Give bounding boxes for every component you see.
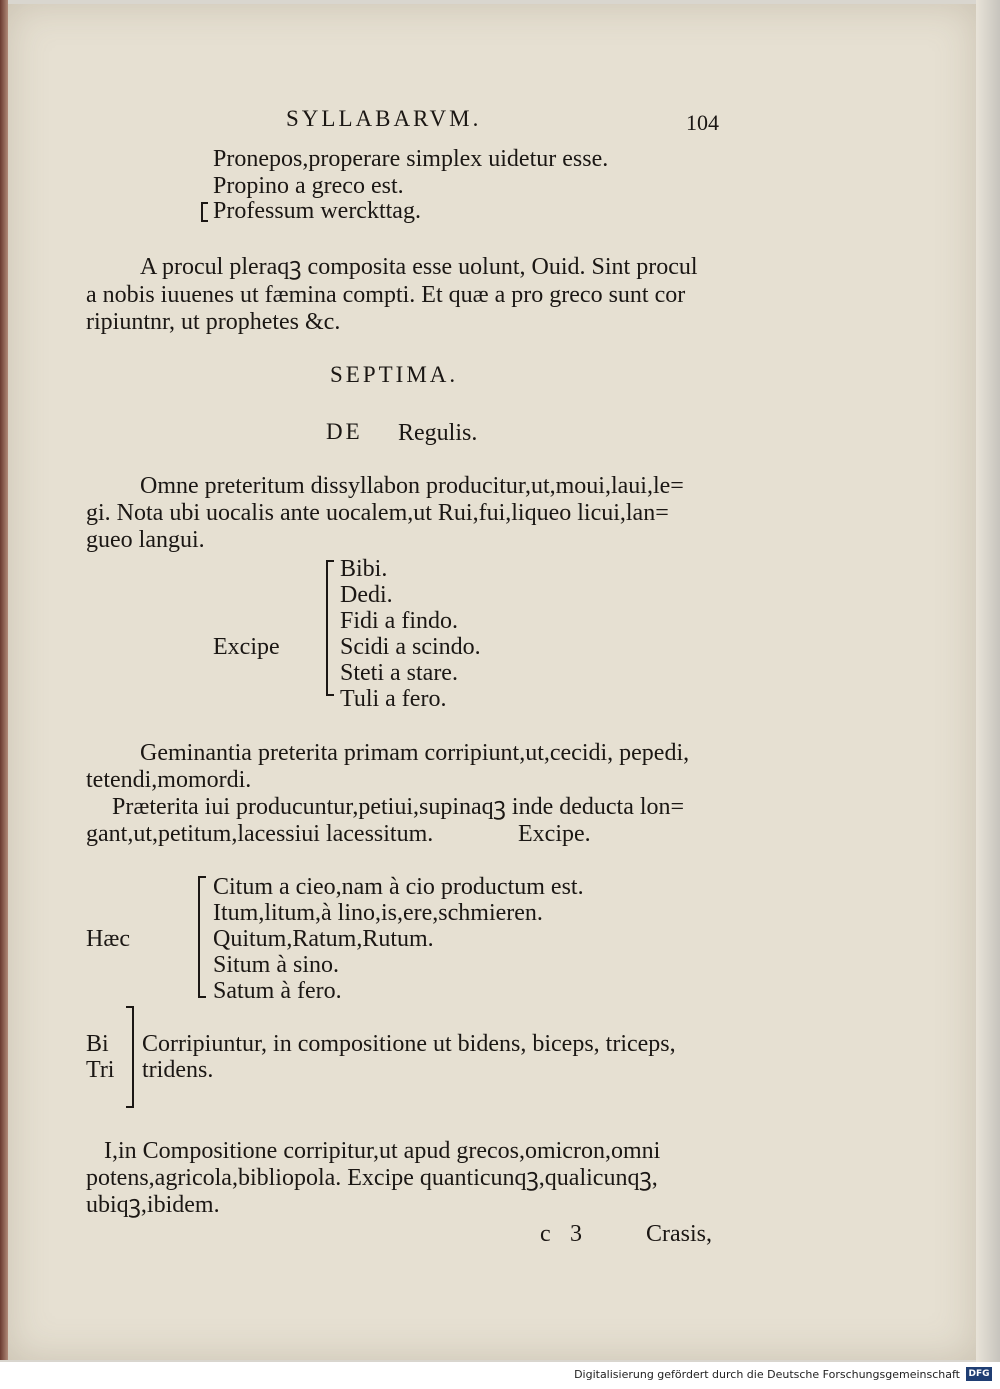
text-line: Corripiuntur, in compositione ut bidens, biceps, triceps, <box>142 1031 676 1057</box>
background-edge <box>976 0 1000 1362</box>
text-line: A procul pleraqꝫ composita esse uolunt, Ouid. Sint procul <box>140 254 698 280</box>
text-line: I,in Compositione corripitur,ut apud grecos,omicron,omni <box>104 1138 661 1164</box>
list-item: Tuli a fero. <box>340 686 447 712</box>
list-item: Fidi a findo. <box>340 608 458 634</box>
text-line: ubiqꝫ,ibidem. <box>86 1192 220 1218</box>
left-bracket <box>198 876 206 998</box>
haec-label: Hæc <box>86 926 130 952</box>
text-line: Propino a greco est. <box>213 173 404 199</box>
excipe-word: Excipe. <box>518 821 591 847</box>
list-item: Scidi a scindo. <box>340 634 481 660</box>
subheading-regulis: Regulis. <box>398 420 478 446</box>
text-line: tridens. <box>142 1057 214 1083</box>
text-line: a nobis iuuenes ut fæmina compti. Et quæ a pro greco sunt cor <box>86 282 686 308</box>
text-line: gant,ut,petitum,lacessiui lacessitum. <box>86 821 434 847</box>
list-item: Bibi. <box>340 556 388 582</box>
text-line: gi. Nota ubi uocalis ante uocalem,ut Rui,fui,liqueo licui,lan= <box>86 500 669 526</box>
dfg-logo: DFG <box>966 1367 992 1381</box>
text-line: tetendi,momordi. <box>86 767 252 793</box>
bracket-mark <box>201 202 208 222</box>
list-item: Satum à fero. <box>213 978 342 1004</box>
page-number: 104 <box>686 110 719 135</box>
prefix-tri: Tri <box>86 1057 115 1083</box>
text-line: Pronepos,properare simplex uidetur esse. <box>213 146 609 172</box>
funding-credit: Digitalisierung gefördert durch die Deutsche Forschungsgemeinschaft <box>574 1368 960 1381</box>
list-item: Citum a cieo,nam à cio productum est. <box>213 874 584 900</box>
binding-edge <box>0 0 8 1360</box>
text-line: ripiuntnr, ut prophetes &c. <box>86 309 341 335</box>
section-heading: SEPTIMA. <box>330 362 459 387</box>
text-line: potens,agricola,bibliopola. Excipe quanticunqꝫ,qualicunqꝫ, <box>86 1165 658 1191</box>
list-item: Steti a stare. <box>340 660 458 686</box>
text-line: Omne preteritum dissyllabon producitur,ut,moui,laui,le= <box>140 473 684 499</box>
left-bracket <box>326 560 334 696</box>
text-line: Geminantia preterita primam corripiunt,ut,cecidi, pepedi, <box>140 740 690 766</box>
list-item: Quitum,Ratum,Rutum. <box>213 926 434 952</box>
catchword: Crasis, <box>646 1221 712 1247</box>
list-item: Situm à sino. <box>213 952 340 978</box>
list-item: Dedi. <box>340 582 393 608</box>
running-title: SYLLABARVM. <box>286 106 482 131</box>
right-bracket <box>126 1006 134 1108</box>
subheading-de: DE <box>326 419 363 444</box>
list-item: Itum,litum,à lino,is,ere,schmieren. <box>213 900 543 926</box>
text-line: gueo langui. <box>86 527 205 553</box>
signature-mark: c <box>540 1221 551 1247</box>
prefix-bi: Bi <box>86 1031 109 1057</box>
text-line: Professum werckttag. <box>213 198 421 224</box>
book-page <box>8 4 976 1360</box>
text-line: Præterita iui producuntur,petiui,supinaqꝫ inde deducta lon= <box>112 794 685 820</box>
signature-number: 3 <box>570 1221 582 1247</box>
excipe-label: Excipe <box>213 634 280 660</box>
digitization-footer <box>0 1362 1000 1389</box>
